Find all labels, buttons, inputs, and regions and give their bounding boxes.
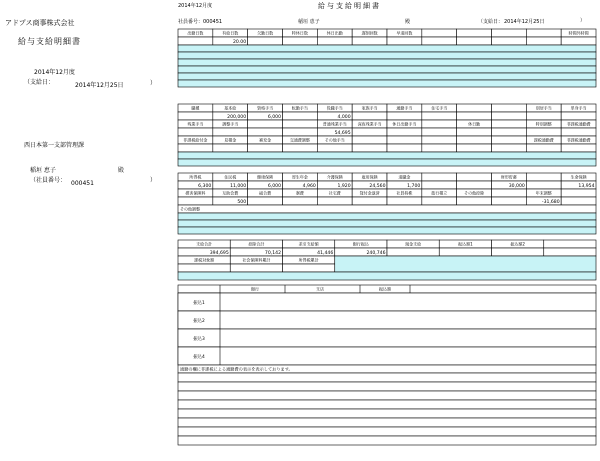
deduction-row1-header-cell: [457, 173, 492, 181]
note-text: 通勤の欄に非課税による通勤費の表示を表示しております。: [180, 366, 293, 372]
totals2-header-label: 社会保険料累計: [242, 257, 271, 263]
trailing-blank-row: [178, 409, 596, 418]
deduction-row2-header-label: 互助会費: [222, 190, 239, 196]
payment-row3-header-label: 交通費調整: [289, 137, 310, 143]
attendance-blank-row: [178, 66, 596, 73]
payment-row2-header-label: 休日勤: [468, 121, 481, 127]
payment-row1-value-cell: [422, 112, 457, 120]
header-pay-date-label: （支給日：: [478, 19, 504, 25]
deduction-row2-value-cell: [561, 197, 596, 205]
totals-value: 394,695: [209, 250, 229, 256]
attendance-header-label: 時間外時間: [568, 30, 589, 36]
deduction-row1-header-label: 雇用保険: [361, 174, 378, 180]
payment-row2-value-cell: [213, 128, 248, 136]
attendance-header-cell: [422, 29, 457, 37]
left-emp-no-close: ）: [150, 177, 157, 184]
payment-row3-header-cell: [387, 136, 422, 144]
bank-row: [178, 329, 596, 347]
payment-row3-value-cell: [422, 144, 457, 152]
deduction-row1-value: 11,000: [230, 183, 247, 189]
totals-header-label: 差引支給額: [298, 241, 319, 247]
header-close-paren: ）: [580, 18, 586, 24]
deduction-other-label: その他調整: [180, 206, 200, 212]
payment-row2-value-cell: [561, 128, 596, 136]
payment-row1-header-label: 役職手当: [326, 105, 343, 111]
totals2-value-cell: [283, 264, 335, 272]
left-close-paren: ）: [150, 80, 157, 87]
payment-row2-header-cell: [248, 120, 283, 128]
payment-row1-value-cell: [492, 112, 527, 120]
deduction-row2-header-label: 旅行積立: [431, 190, 448, 196]
deduction-row1-header-label: 生命保険: [570, 174, 587, 180]
totals2-value-cell: [230, 264, 282, 272]
payment-row3-header-label: 非課税給付金: [183, 137, 208, 143]
payment-row3-header-label: その他手当: [324, 137, 345, 143]
totals-value-cell: [439, 248, 491, 256]
attendance-value-cell: [317, 37, 352, 45]
totals2-header-label: 課税対象額: [194, 257, 215, 263]
deduction-row1-value: 13,954: [578, 183, 595, 189]
deduction-row2-value: 500: [237, 199, 247, 205]
attendance-value-cell: [526, 37, 561, 45]
attendance-header-cell: [492, 29, 527, 37]
payment-row1-header-label: 資格手当: [257, 105, 274, 111]
attendance-value-cell: [492, 37, 527, 45]
attendance-value-cell: [561, 37, 596, 45]
payment-row1-value-cell: [561, 112, 596, 120]
totals-header-label: 銀行振込: [352, 241, 369, 247]
deduction-row2-header-label: 損害保険料: [185, 190, 206, 196]
payment-row2-header-label: 調整手当: [222, 121, 239, 127]
payment-row2-value-cell: [387, 128, 422, 136]
attendance-header-label: 早退回数: [396, 30, 413, 36]
payment-row1-header-label: 別居手当: [535, 105, 552, 111]
attendance-header-label: 有給日数: [222, 30, 239, 36]
left-emp-no-label: （社員番号：: [30, 177, 67, 184]
left-pay-date-label: （支給日：: [24, 79, 55, 86]
deduction-row1-value-cell: [526, 181, 561, 189]
payment-row3-header-label: 見積金: [224, 137, 237, 143]
trailing-blank-row: [178, 418, 596, 427]
payment-row1-value: 200,000: [227, 114, 247, 120]
payment-row2-header-label: 普通残業手当: [322, 121, 347, 127]
totals2-value-cell: [178, 264, 230, 272]
payment-row2-header-cell: [283, 120, 318, 128]
deduction-row1-value: 1,700: [407, 183, 421, 189]
bank-header-label: 振込額: [379, 286, 391, 292]
bank-row: [178, 311, 596, 329]
bank-row-label: 振込4: [193, 355, 205, 360]
deduction-row2-header-label: 組合費: [259, 190, 272, 196]
attendance-blank-row: [178, 80, 596, 87]
payment-row3-header-cell: [352, 136, 387, 144]
totals-value: 70,142: [264, 250, 281, 256]
payment-row3-header-cell: [422, 136, 457, 144]
trailing-blank-row: [178, 382, 596, 391]
payment-row2-value-cell: [248, 128, 283, 136]
totals-value-cell: [492, 248, 544, 256]
header-emp-no: 000451: [203, 19, 223, 25]
deduction-row2-value-cell: [248, 197, 283, 205]
payment-row1-value: 4,000: [337, 114, 351, 120]
payment-row2-header-label: 非課税通勤費: [566, 121, 591, 127]
deduction-row2-header-cell: [561, 189, 596, 197]
totals2-blank: [335, 256, 596, 272]
deduction-row1-header-label: 退職金: [398, 174, 411, 180]
attendance-header-cell: [526, 29, 561, 37]
deduction-row1-header-label: 介護保険: [326, 174, 343, 180]
deduction-row2-header-label: その他控除: [464, 190, 485, 196]
totals-value: 41,446: [317, 250, 334, 256]
attendance-value-cell: [283, 37, 318, 45]
payment-row2-header-label: 深夜残業手当: [357, 121, 382, 127]
attendance-value-cell: [387, 37, 422, 45]
bank-header-label: 支店: [316, 286, 324, 292]
payment-row3-header-cell: [457, 136, 492, 144]
payment-row3-value-cell: [352, 144, 387, 152]
trailing-blank-row: [178, 400, 596, 409]
payment-row2-header-cell: [422, 120, 457, 128]
deduction-row1-value: 1,920: [337, 183, 351, 189]
header-period: 2014年12月度: [178, 3, 213, 9]
payment-row1-value-cell: [387, 112, 422, 120]
header-emp-no-label: 社員番号：: [178, 19, 204, 25]
payment-row3-value-cell: [492, 144, 527, 152]
deduction-row2-value-cell: [178, 197, 213, 205]
deduction-row1-header-label: 厚生年金: [291, 174, 308, 180]
deduction-blank-row: [178, 227, 596, 234]
payment-row2-value-cell: [457, 128, 492, 136]
totals-header-label: 振込額1: [458, 241, 473, 247]
deduction-row2-header-label: 貸付金返済: [359, 190, 380, 196]
payment-row3-value-cell: [178, 144, 213, 152]
payment-row1-header-label: 単身手当: [570, 105, 587, 111]
deduction-blank-row: [178, 213, 596, 220]
deduction-row1-value: 6,000: [267, 183, 281, 189]
totals-value-cell: [544, 248, 596, 256]
trailing-blank-row: [178, 427, 596, 436]
payment-row1-header-label: 転勤手当: [291, 105, 308, 111]
left-honorific: 殿: [118, 167, 125, 174]
trailing-blank-row: [178, 436, 596, 445]
payment-row3-value-cell: [457, 144, 492, 152]
attendance-blank-row: [178, 59, 596, 66]
bank-row-label: 振込1: [193, 301, 205, 306]
deduction-row1-header-label: 所得税: [189, 174, 202, 180]
attendance-value: 20.00: [233, 39, 247, 45]
payment-row1-value-cell: [178, 112, 213, 120]
payment-row1-header-cell: [457, 104, 492, 112]
bank-row-label: 振込3: [193, 337, 205, 342]
payment-row1-value-cell: [283, 112, 318, 120]
payment-row3-value-cell: [248, 144, 283, 152]
payment-row2-value-cell: [178, 128, 213, 136]
department: 西日本第一支部管理課: [24, 142, 85, 149]
payment-row3-blank-row: [178, 159, 596, 166]
trailing-blank-row: [178, 391, 596, 400]
attendance-value-cell: [422, 37, 457, 45]
deduction-row1-header-cell: [422, 173, 457, 181]
deduction-row2-header-label: 寮費: [295, 190, 304, 196]
totals-value-cell: [387, 248, 439, 256]
deduction-row2-value: -31,680: [541, 199, 560, 205]
header-title: 給与支給明細書: [318, 2, 381, 10]
bank-header-label: 銀行: [251, 286, 259, 292]
payment-row1-header-cell: [492, 104, 527, 112]
payment-row2-header-label: 休日出勤手当: [392, 121, 417, 127]
payment-row1-value: 6,000: [267, 114, 281, 120]
deduction-row2-value-cell: [352, 197, 387, 205]
payment-row1-header-label: 職種: [191, 105, 200, 111]
payment-row3-blank-row: [178, 152, 596, 159]
deduction-other-row: [178, 205, 596, 213]
payment-row2-value-cell: [352, 128, 387, 136]
attendance-value-cell: [457, 37, 492, 45]
payment-row3-header-label: 非課税通勤費: [566, 137, 591, 143]
left-doc-title: 給与支給明細書: [18, 37, 81, 46]
deduction-row1-value: 24,560: [369, 183, 386, 189]
bank-row: [178, 293, 596, 311]
payment-row3-header-label: 補充金: [259, 137, 272, 143]
payment-row1-header-label: 住宅手当: [431, 105, 448, 111]
attendance-header-cell: [457, 29, 492, 37]
header-pay-date: 2014年12月25日: [504, 19, 545, 25]
payment-row3-value-cell: [526, 144, 561, 152]
payment-row2-value-cell: [492, 128, 527, 136]
header-employee-name: 稲垣 恵子: [298, 19, 320, 25]
payment-row2-value-cell: [283, 128, 318, 136]
payment-row1-header-label: 通勤手当: [396, 105, 413, 111]
deduction-row2-header-label: 社員持株: [396, 190, 413, 196]
totals-header-label: 支給合計: [196, 241, 213, 247]
totals-header-label: 現金支給: [405, 241, 422, 247]
payment-row2-value-cell: [422, 128, 457, 136]
totals-header-label: 振込額2: [510, 241, 525, 247]
attendance-header-label: 遅刻回数: [361, 30, 378, 36]
attendance-header-label: 出勤日数: [187, 30, 204, 36]
payment-row1-header-label: 基本給: [224, 105, 237, 111]
payment-row1-value-cell: [457, 112, 492, 120]
payment-row2-value: 54,695: [334, 130, 351, 136]
payment-row3-value-cell: [283, 144, 318, 152]
totals-header-cell: [544, 240, 596, 248]
payment-row1-header-label: 家族手当: [361, 105, 378, 111]
deduction-row2-header-cell: [492, 189, 527, 197]
deduction-row2-value-cell: [317, 197, 352, 205]
payment-row3-value-cell: [561, 144, 596, 152]
deduction-row1-value: 30,000: [508, 183, 525, 189]
deduction-row1-value: 4,960: [302, 183, 316, 189]
trailing-blank-row: [178, 373, 596, 382]
attendance-value-cell: [352, 37, 387, 45]
header-honorific: 殿: [405, 19, 411, 25]
payment-row1-value-cell: [526, 112, 561, 120]
payment-row3-value-cell: [317, 144, 352, 152]
attendance-header-label: 休日出勤: [326, 30, 343, 36]
bank-row: [178, 347, 596, 365]
deduction-row1-header-label: 健康保険: [257, 174, 274, 180]
left-pay-date: 2014年12月25日: [75, 82, 124, 89]
deduction-row1-header-label: 財形貯蓄: [500, 174, 517, 180]
deduction-row1-value: 6,300: [198, 183, 212, 189]
totals2-header-label: 所得税累計: [298, 257, 319, 263]
deduction-row2-value-cell: [387, 197, 422, 205]
attendance-header-label: 欠勤日数: [257, 30, 274, 36]
payment-row2-header-label: 残業手当: [187, 121, 204, 127]
attendance-header-label: 特休日数: [291, 30, 308, 36]
totals-header-label: 控除合計: [248, 241, 265, 247]
deduction-row2-value-cell: [283, 197, 318, 205]
deduction-blank-row: [178, 220, 596, 227]
company-name: アドプス商事株式会社: [5, 19, 75, 27]
attendance-blank-row: [178, 52, 596, 59]
payment-row3-header-label: 課税通勤費: [533, 137, 554, 143]
deduction-row1-header-cell: [526, 173, 561, 181]
deduction-row2-value-cell: [492, 197, 527, 205]
left-employee-name: 稲垣 恵子: [30, 167, 56, 174]
attendance-value-cell: [248, 37, 283, 45]
payment-row2-header-cell: [492, 120, 527, 128]
deduction-row1-value-cell: [457, 181, 492, 189]
attendance-blank-row: [178, 73, 596, 80]
payment-row3-value-cell: [387, 144, 422, 152]
deduction-row1-header-label: 住民税: [224, 174, 237, 180]
attendance-value-cell: [178, 37, 213, 45]
totals-blank-row: [178, 272, 596, 280]
payment-row2-value-cell: [526, 128, 561, 136]
deduction-row2-header-label: 社宅費: [328, 190, 341, 196]
deduction-row2-value-cell: [457, 197, 492, 205]
payment-row3-header-cell: [492, 136, 527, 144]
bank-row-label: 振込2: [193, 319, 205, 324]
payment-row1-value-cell: [352, 112, 387, 120]
left-period: 2014年12月度: [34, 69, 75, 76]
attendance-blank-row: [178, 45, 596, 52]
payment-row3-value-cell: [213, 144, 248, 152]
totals-value: 240,746: [366, 250, 386, 256]
deduction-row2-value-cell: [422, 197, 457, 205]
payment-row2-header-label: 特別調整: [535, 121, 552, 127]
left-emp-no: 000451: [71, 180, 94, 187]
deduction-row2-header-label: 年末調整: [535, 190, 552, 196]
deduction-row1-value-cell: [422, 181, 457, 189]
